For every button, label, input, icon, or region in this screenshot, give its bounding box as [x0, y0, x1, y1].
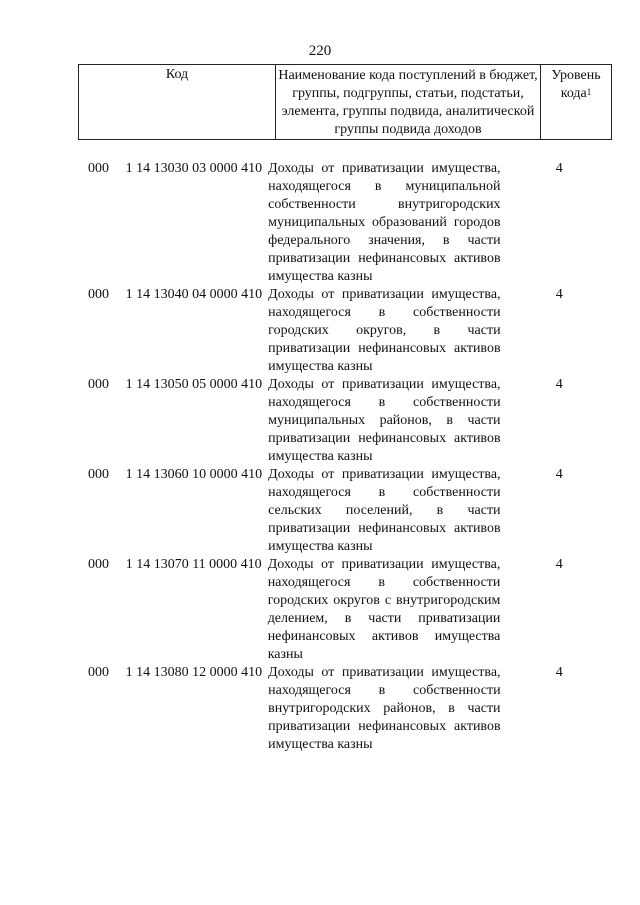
row-level: 4	[555, 557, 563, 572]
row-name: Доходы от приватизации имущества, находящегося в собственности городских округов с внутригородским делением, в части приватизации нефинансовых активов имущества казны	[267, 557, 501, 662]
table-row	[78, 556, 610, 664]
row-name: Доходы от приватизации имущества, находящегося в собственности городских округов, в части приватизации нефинансовых активов имущества казны	[268, 287, 501, 374]
header-level: Уровень кода	[551, 68, 601, 101]
row-revenue-code: 1 14 13040 04 0000 410	[125, 287, 263, 302]
row-revenue-code: 1 14 13070 11 0000 410	[125, 557, 262, 572]
row-name: Доходы от приватизации имущества, находящегося в собственности муниципальных районов, в части приватизации нефинансовых активов имущества казны	[268, 377, 501, 464]
table-header	[78, 64, 612, 140]
row-revenue-code: 1 14 13080 12 0000 410	[125, 665, 263, 680]
row-admin-code: 000	[88, 161, 109, 176]
header-name: Наименование кода поступлений в бюджет, группы, подгруппы, статьи, подстатьи, элемента, группы подвида, аналитической группы подвида доходов	[276, 65, 541, 140]
row-level: 4	[555, 467, 563, 482]
table-row	[78, 664, 610, 754]
row-level: 4	[555, 161, 563, 176]
header-code: Код	[79, 65, 276, 140]
row-admin-code: 000	[88, 557, 109, 572]
row-admin-code: 000	[88, 467, 109, 482]
page-number: 220	[308, 43, 332, 59]
row-admin-code: 000	[88, 665, 109, 680]
row-level: 4	[555, 377, 563, 392]
table-row	[78, 376, 610, 466]
row-revenue-code: 1 14 13060 10 0000 410	[125, 467, 263, 482]
row-admin-code: 000	[88, 377, 109, 392]
row-name: Доходы от приватизации имущества, находящегося в муниципальной собственности внутригородских муниципальных образований городов федерального значения, в части приватизации нефинансовых активов имущества казны	[268, 161, 501, 284]
row-name: Доходы от приватизации имущества, находящегося в собственности сельских поселений, в части приватизации нефинансовых активов имущества казны	[268, 467, 501, 554]
row-revenue-code: 1 14 13050 05 0000 410	[125, 377, 263, 392]
row-admin-code: 000	[88, 287, 109, 302]
row-name: Доходы от приватизации имущества, находящегося в собственности внутригородских районов, в части приватизации нефинансовых активов имущества казны	[268, 665, 501, 752]
row-level: 4	[555, 287, 563, 302]
table-row	[78, 160, 610, 286]
table-row	[78, 466, 610, 556]
table-body	[78, 160, 610, 754]
row-level: 4	[555, 665, 563, 680]
header-level-footnote: 1	[586, 87, 592, 97]
row-revenue-code: 1 14 13030 03 0000 410	[125, 161, 263, 176]
header-level-cell	[541, 65, 612, 140]
table-row	[78, 286, 610, 376]
